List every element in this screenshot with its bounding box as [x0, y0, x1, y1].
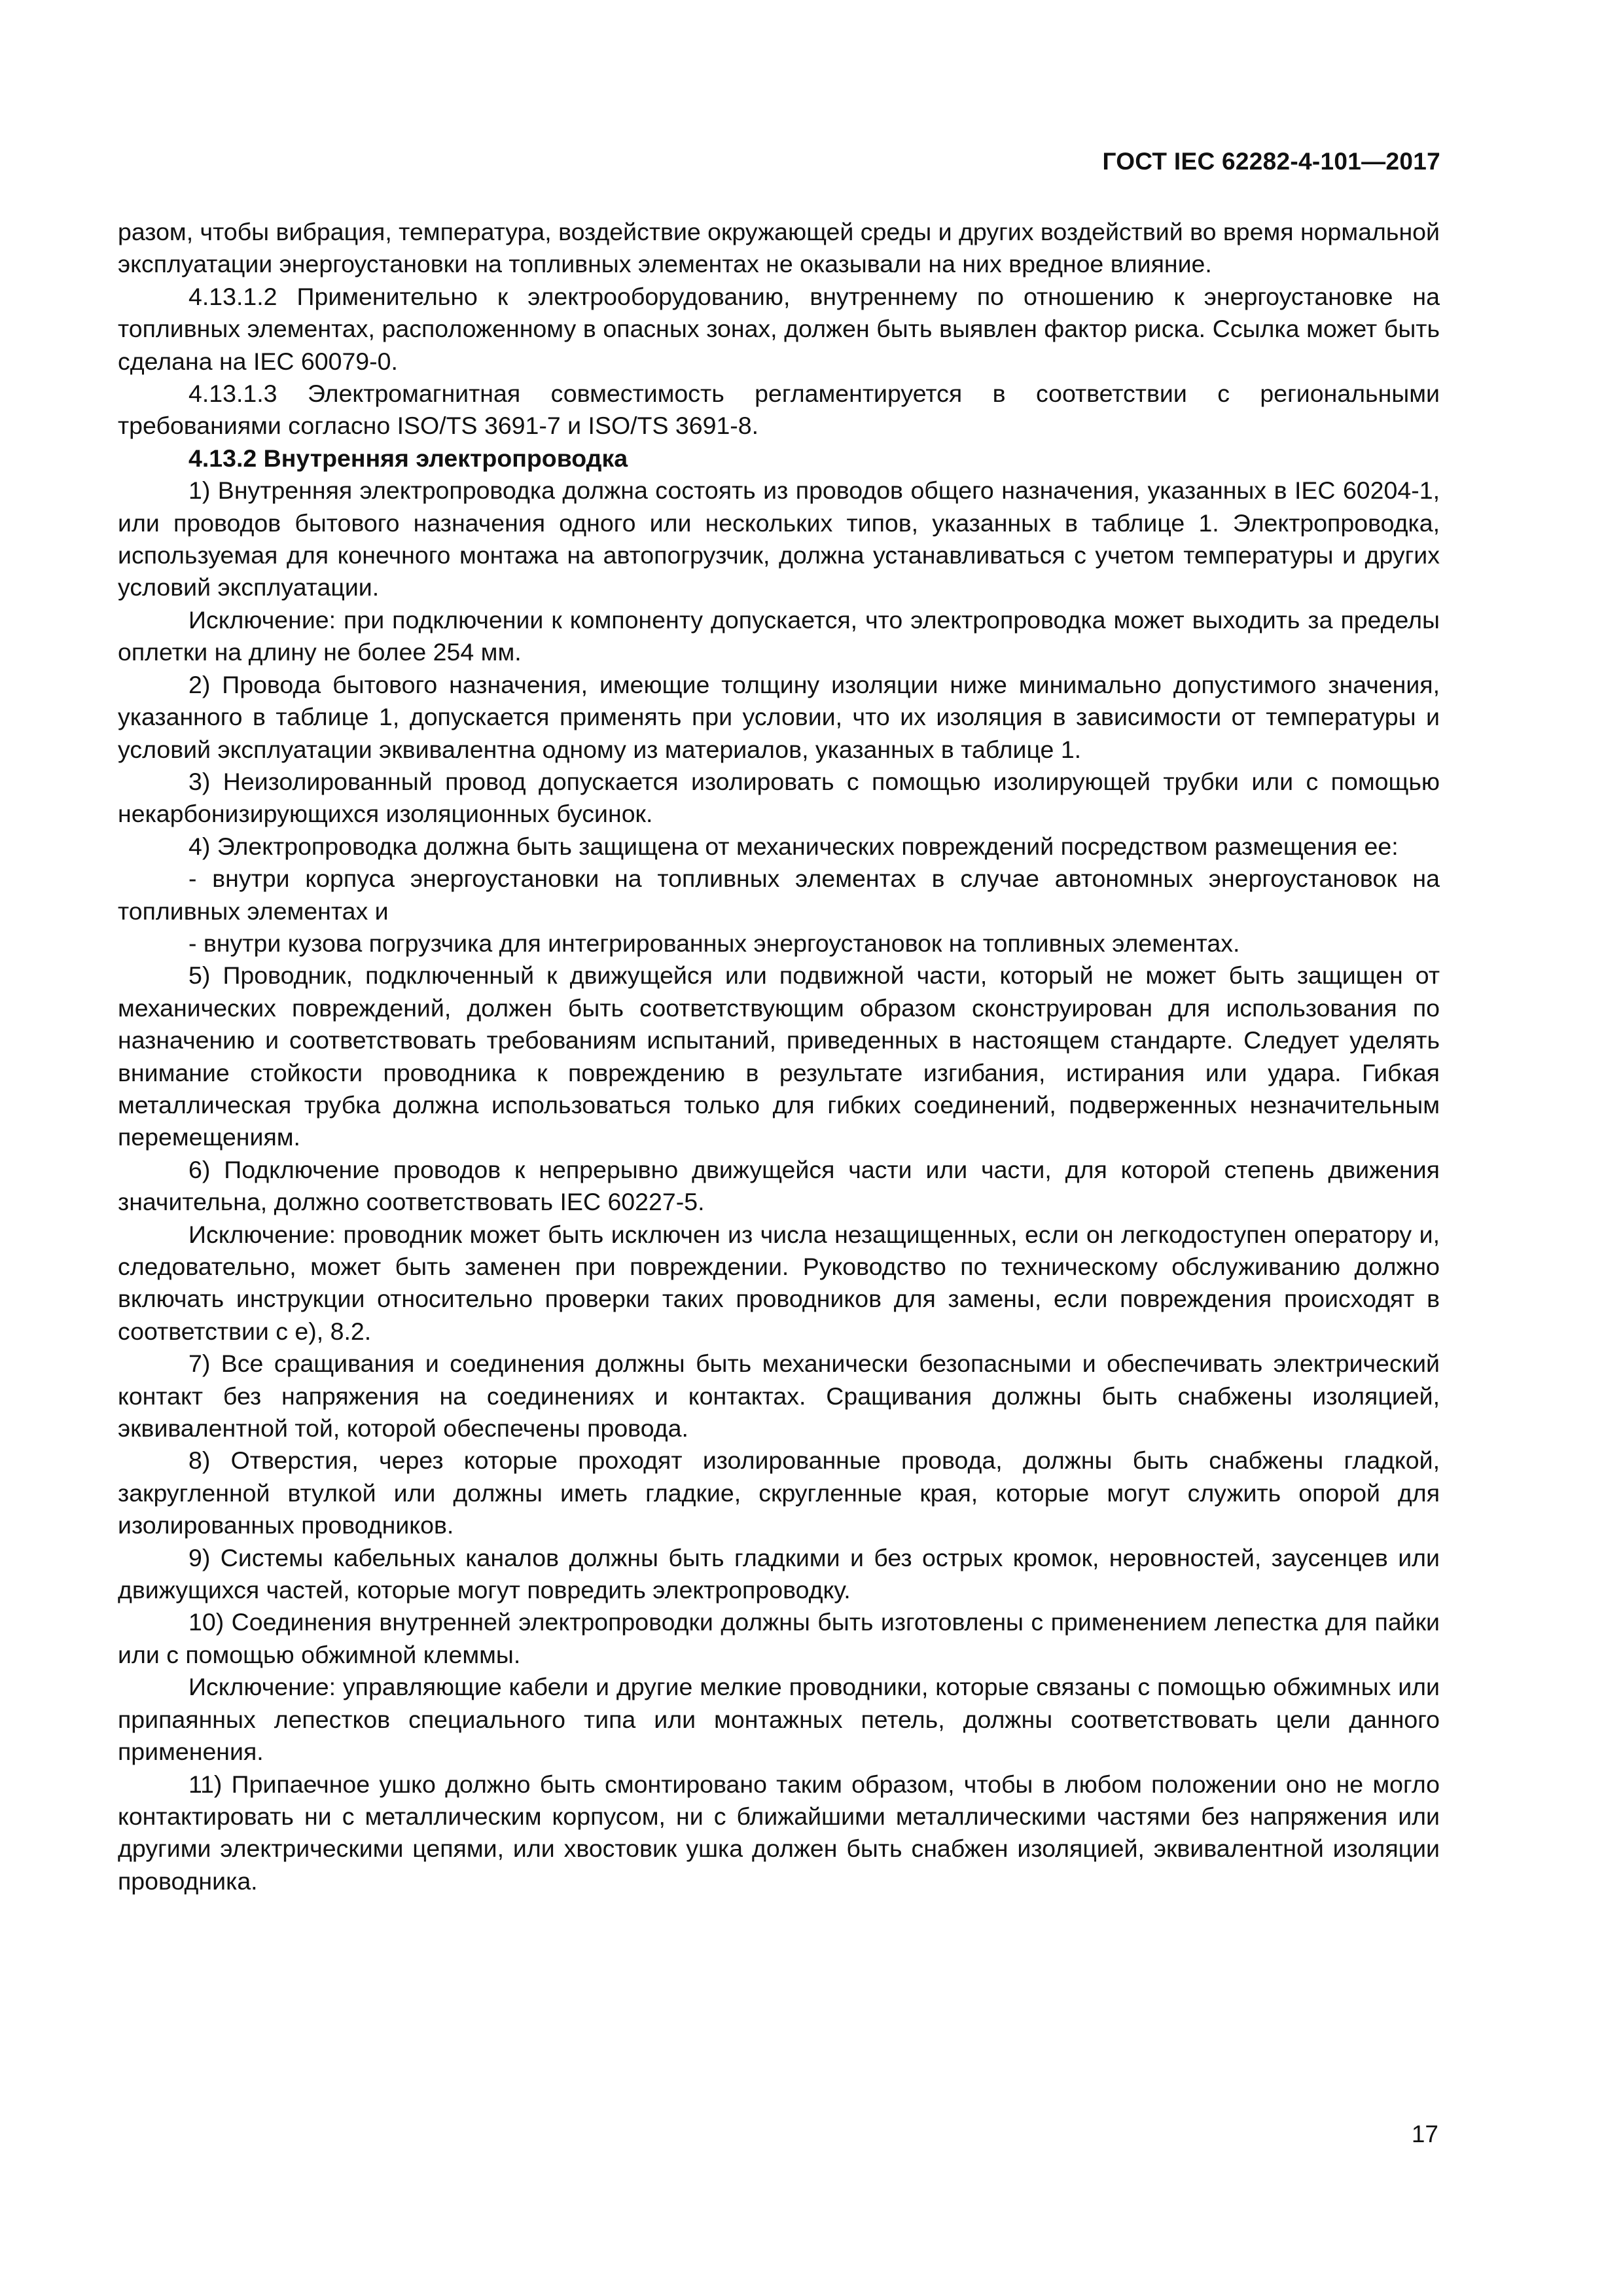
clause-4-13-1-2: 4.13.1.2 Применительно к электрооборудованию, внутреннему по отношению к энергоустановке на топливных элементах, расположенному в опасных зонах, должен быть выявлен фактор риска. Ссылка может быть сделана на IEC 60079-0. [118, 282, 1440, 375]
document-body [118, 216, 1440, 1897]
page-number: 17 [1411, 2121, 1438, 2147]
dash-item: - внутри корпуса энергоустановки на топливных элементах в случае автономных энергоустановок на топливных элементах и [118, 865, 1440, 925]
exception-note: Исключение: проводник может быть исключен из числа незащищенных, если он легкодоступен оператору и, следовательно, может быть заменен при повреждении. Руководство по техническому обслуживанию должно включать инструкции относительно проверки таких проводников для замены, если повреждения происходят в соответствии с е), 8.2. [118, 1220, 1440, 1345]
section-heading-4-13-2: 4.13.2 Внутренняя электропроводка [188, 444, 628, 472]
list-item-4: 4) Электропроводка должна быть защищена от механических повреждений посредством размещения ее: [188, 832, 1399, 860]
list-item-2: 2) Провода бытового назначения, имеющие толщину изоляции ниже минимально допустимого значения, указанного в таблице 1, допускается применять при условии, что их изоляция в зависимости от температуры и условий эксплуатации эквивалентна одному из материалов, указанных в таблице 1. [118, 670, 1440, 763]
list-item-5: 5) Проводник, подключенный к движущейся или подвижной части, который не может быть защищен от механических повреждений, должен быть соответствующим образом сконструирован для использования по назначению и соответствовать требованиям испытаний, приведенных в настоящем стандарте. Следует уделять внимание стойкости проводника к повреждению в результате изгибания, истирания или удара. Гибкая металлическая трубка должна использоваться только для гибких соединений, подверженных незначительным перемещениям. [118, 961, 1440, 1151]
dash-item: - внутри кузова погрузчика для интегрированных энергоустановок на топливных элементах. [188, 929, 1240, 957]
exception-note: Исключение: при подключении к компоненту допускается, что электропроводка может выходить за пределы оплетки на длину не более 254 мм. [118, 605, 1440, 666]
exception-note: Исключение: управляющие кабели и другие мелкие проводники, которые связаны с помощью обжимных или припаянных лепестков специального типа или монтажных петель, должны соответствовать цели данного применения. [118, 1673, 1440, 1766]
paragraph-continuation: разом, чтобы вибрация, температура, воздействие окружающей среды и других воздействий во время нормальной эксплуатации энергоустановки на топливных элементах не оказывали на них вредное влияние. [118, 218, 1440, 278]
list-item-3: 3) Неизолированный провод допускается изолировать с помощью изолирующей трубки или с помощью некарбонизирующихся изоляционных бусинок. [118, 767, 1440, 828]
list-item-10: 10) Соединения внутренней электропроводки должны быть изготовлены с применением лепестка для пайки или с помощью обжимной клеммы. [118, 1608, 1440, 1668]
document-header: ГОСТ IEC 62282-4-101—2017 [1102, 148, 1440, 175]
clause-4-13-1-3: 4.13.1.3 Электромагнитная совместимость регламентируется в соответствии с региональными требованиями согласно ISO/TS 3691-7 и ISO/TS 3691-8. [118, 380, 1440, 440]
list-item-8: 8) Отверстия, через которые проходят изолированные провода, должны быть снабжены гладкой, закругленной втулкой или должны иметь гладкие, скругленные края, которые могут служить опорой для изолированных проводников. [118, 1446, 1440, 1539]
list-item-6: 6) Подключение проводов к непрерывно движущейся части или части, для которой степень движения значительна, должно соответствовать IEC 60227-5. [118, 1155, 1440, 1216]
list-item-7: 7) Все сращивания и соединения должны быть механически безопасными и обеспечивать электрический контакт без напряжения на соединениях и контактах. Сращивания должны быть снабжены изоляцией, эквивалентной той, которой обеспечены провода. [118, 1350, 1440, 1443]
list-item-9: 9) Системы кабельных каналов должны быть гладкими и без острых кромок, неровностей, заусенцев или движущихся частей, которые могут повредить электропроводку. [118, 1543, 1440, 1604]
list-item-1: 1) Внутренняя электропроводка должна состоять из проводов общего назначения, указанных в IEC 60204-1, или проводов бытового назначения одного или нескольких типов, указанных в таблице 1. Электропроводка, используемая для конечного монтажа на автопогрузчик, должна устанавливаться с учетом температуры и других условий эксплуатации. [118, 476, 1440, 601]
list-item-11: 11) Припаечное ушко должно быть смонтировано таким образом, чтобы в любом положении оно не могло контактировать ни с металлическим корпусом, ни с ближайшими металлическими частями без напряжения или другими электрическими цепями, или хвостовик ушка должен быть снабжен изоляцией, эквивалентной изоляции проводника. [118, 1770, 1440, 1895]
